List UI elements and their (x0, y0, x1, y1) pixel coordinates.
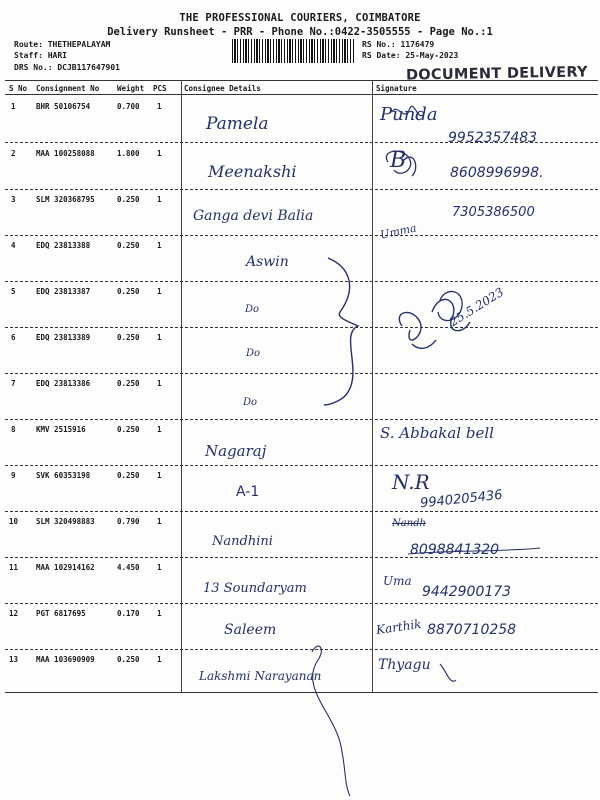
row-sno: 9 (11, 471, 16, 480)
row-signature: Thyagu (378, 657, 431, 673)
row-weight: 1.800 (117, 149, 140, 158)
row-pcs: 1 (157, 471, 162, 480)
document-delivery-stamp: DOCUMENT DELIVERY (405, 64, 589, 84)
drs-number: DRS No.: DCJB117647901 (14, 63, 120, 72)
row-weight: 0.250 (117, 655, 140, 664)
row-phone: 9442900173 (422, 584, 512, 600)
row-sno: 11 (9, 563, 19, 572)
row-consignee: Meenakshi (208, 162, 297, 181)
row-pcs: 1 (157, 517, 162, 526)
row-sno: 6 (11, 333, 16, 342)
row-consignment: MAA 100258088 (36, 149, 95, 158)
row-weight: 0.170 (117, 609, 140, 618)
row-pcs: 1 (157, 655, 162, 664)
col-consignee: Consignee Details (184, 84, 261, 93)
row-signature: Karthik (375, 616, 423, 638)
row-consignee: Saleem (224, 622, 277, 638)
brace-stroke (324, 258, 358, 405)
row-pcs: 1 (157, 287, 162, 296)
row-sno: 3 (11, 195, 16, 204)
row-consignment: SVK 60353198 (36, 471, 91, 480)
row-phone: 8870710258 (427, 622, 517, 638)
row-pcs: 1 (157, 333, 162, 342)
rs-date: RS Date: 25-May-2023 (362, 51, 459, 60)
row-weight: 0.250 (117, 241, 140, 250)
row-signature: N.R (392, 470, 430, 494)
row-pcs: 1 (157, 102, 162, 111)
row-phone: 9952357483 (448, 130, 538, 146)
row-weight: 0.250 (117, 195, 140, 204)
row-sno: 5 (11, 287, 16, 296)
col-consignment: Consignment No (36, 84, 100, 93)
row-sno: 8 (11, 425, 16, 434)
company-title: THE PROFESSIONAL COURIERS, COIMBATORE (179, 12, 421, 24)
row-consignment: EDQ 23813386 (36, 379, 91, 388)
row-sno: 13 (9, 655, 19, 664)
signature-scribble-1 (392, 106, 424, 116)
row-pcs: 1 (157, 425, 162, 434)
row-phone: 9940205436 (419, 487, 504, 512)
stray-ink-line (312, 646, 350, 796)
col-pcs: PCS (153, 84, 167, 93)
row-signature: Umma (379, 221, 418, 242)
row-signature: B (390, 148, 407, 173)
col-weight: Weight (117, 84, 145, 93)
signature-scribble-2 (399, 299, 470, 348)
row-weight: 0.250 (117, 333, 140, 342)
row-weight: 0.700 (117, 102, 140, 111)
rs-number: RS No.: 1176479 (362, 40, 435, 49)
route-label: Route: THETHEPALAYAM (14, 40, 111, 49)
row-sno: 2 (11, 149, 16, 158)
row-consignment: EDQ 23813389 (36, 333, 91, 342)
signature-stroke-13 (440, 664, 456, 681)
row-weight: 0.250 (117, 471, 140, 480)
row-consignment: MAA 103690909 (36, 655, 95, 664)
row-pcs: 1 (157, 563, 162, 572)
underline-stroke (408, 548, 540, 554)
row-consignment: SLM 320498883 (36, 517, 95, 526)
row-consignee: 13 Soundaryam (203, 581, 307, 596)
row-signature: Uma (383, 574, 412, 588)
row-consignee: Do (245, 304, 260, 315)
row-pcs: 1 (157, 609, 162, 618)
staff-label: Staff: HARI (14, 51, 67, 60)
row-consignment: KMV 2515916 (36, 425, 86, 434)
col-signature: Signature (376, 84, 417, 93)
row-signature: S. Abbakal bell (380, 424, 494, 442)
row-phone: 7305386500 (452, 205, 535, 220)
row-consignment: EDQ 23813387 (36, 287, 91, 296)
row-weight: 0.250 (117, 425, 140, 434)
row-consignee: Nandhini (212, 534, 273, 549)
row-pcs: 1 (157, 379, 162, 388)
row-consignee: Ganga devi Balia (193, 208, 314, 224)
row-phone: 8608996998. (450, 165, 544, 181)
row-consignee: A-1 (236, 484, 260, 500)
signature-arc (386, 151, 415, 176)
row-consignment: BHR 50106754 (36, 102, 91, 111)
runsheet-subtitle: Delivery Runsheet - PRR - Phone No.:0422-3505555 - Page No.:1 (107, 26, 493, 38)
row-weight: 4.450 (117, 563, 140, 572)
row-pcs: 1 (157, 241, 162, 250)
row-consignee: Aswin (246, 254, 289, 270)
row-signature: 25.5.2023 (446, 284, 507, 330)
row-sno: 10 (9, 517, 19, 526)
row-consignee: Lakshmi Narayanan (199, 669, 322, 683)
row-consignment: EDQ 23813388 (36, 241, 91, 250)
row-weight: 0.250 (117, 379, 140, 388)
row-signature: Nandh (392, 518, 426, 529)
row-consignee: Nagaraj (205, 442, 267, 460)
row-sno: 4 (11, 241, 16, 250)
row-weight: 0.790 (117, 517, 140, 526)
col-sno: S No (9, 84, 28, 93)
row-pcs: 1 (157, 195, 162, 204)
signature-loop (438, 291, 462, 320)
row-consignment: SLM 320368795 (36, 195, 95, 204)
row-weight: 0.250 (117, 287, 140, 296)
row-consignee: Do (246, 348, 261, 359)
row-consignee: Do (243, 397, 258, 408)
row-sno: 12 (9, 609, 19, 618)
row-consignment: PGT 6817695 (36, 609, 86, 618)
row-phone: 8098841320 (410, 542, 500, 558)
row-consignee: Pamela (206, 114, 269, 134)
row-pcs: 1 (157, 149, 162, 158)
row-sno: 7 (11, 379, 16, 388)
row-sno: 1 (11, 102, 16, 111)
row-consignment: MAA 102914162 (36, 563, 95, 572)
row-signature: Punda (380, 104, 438, 125)
